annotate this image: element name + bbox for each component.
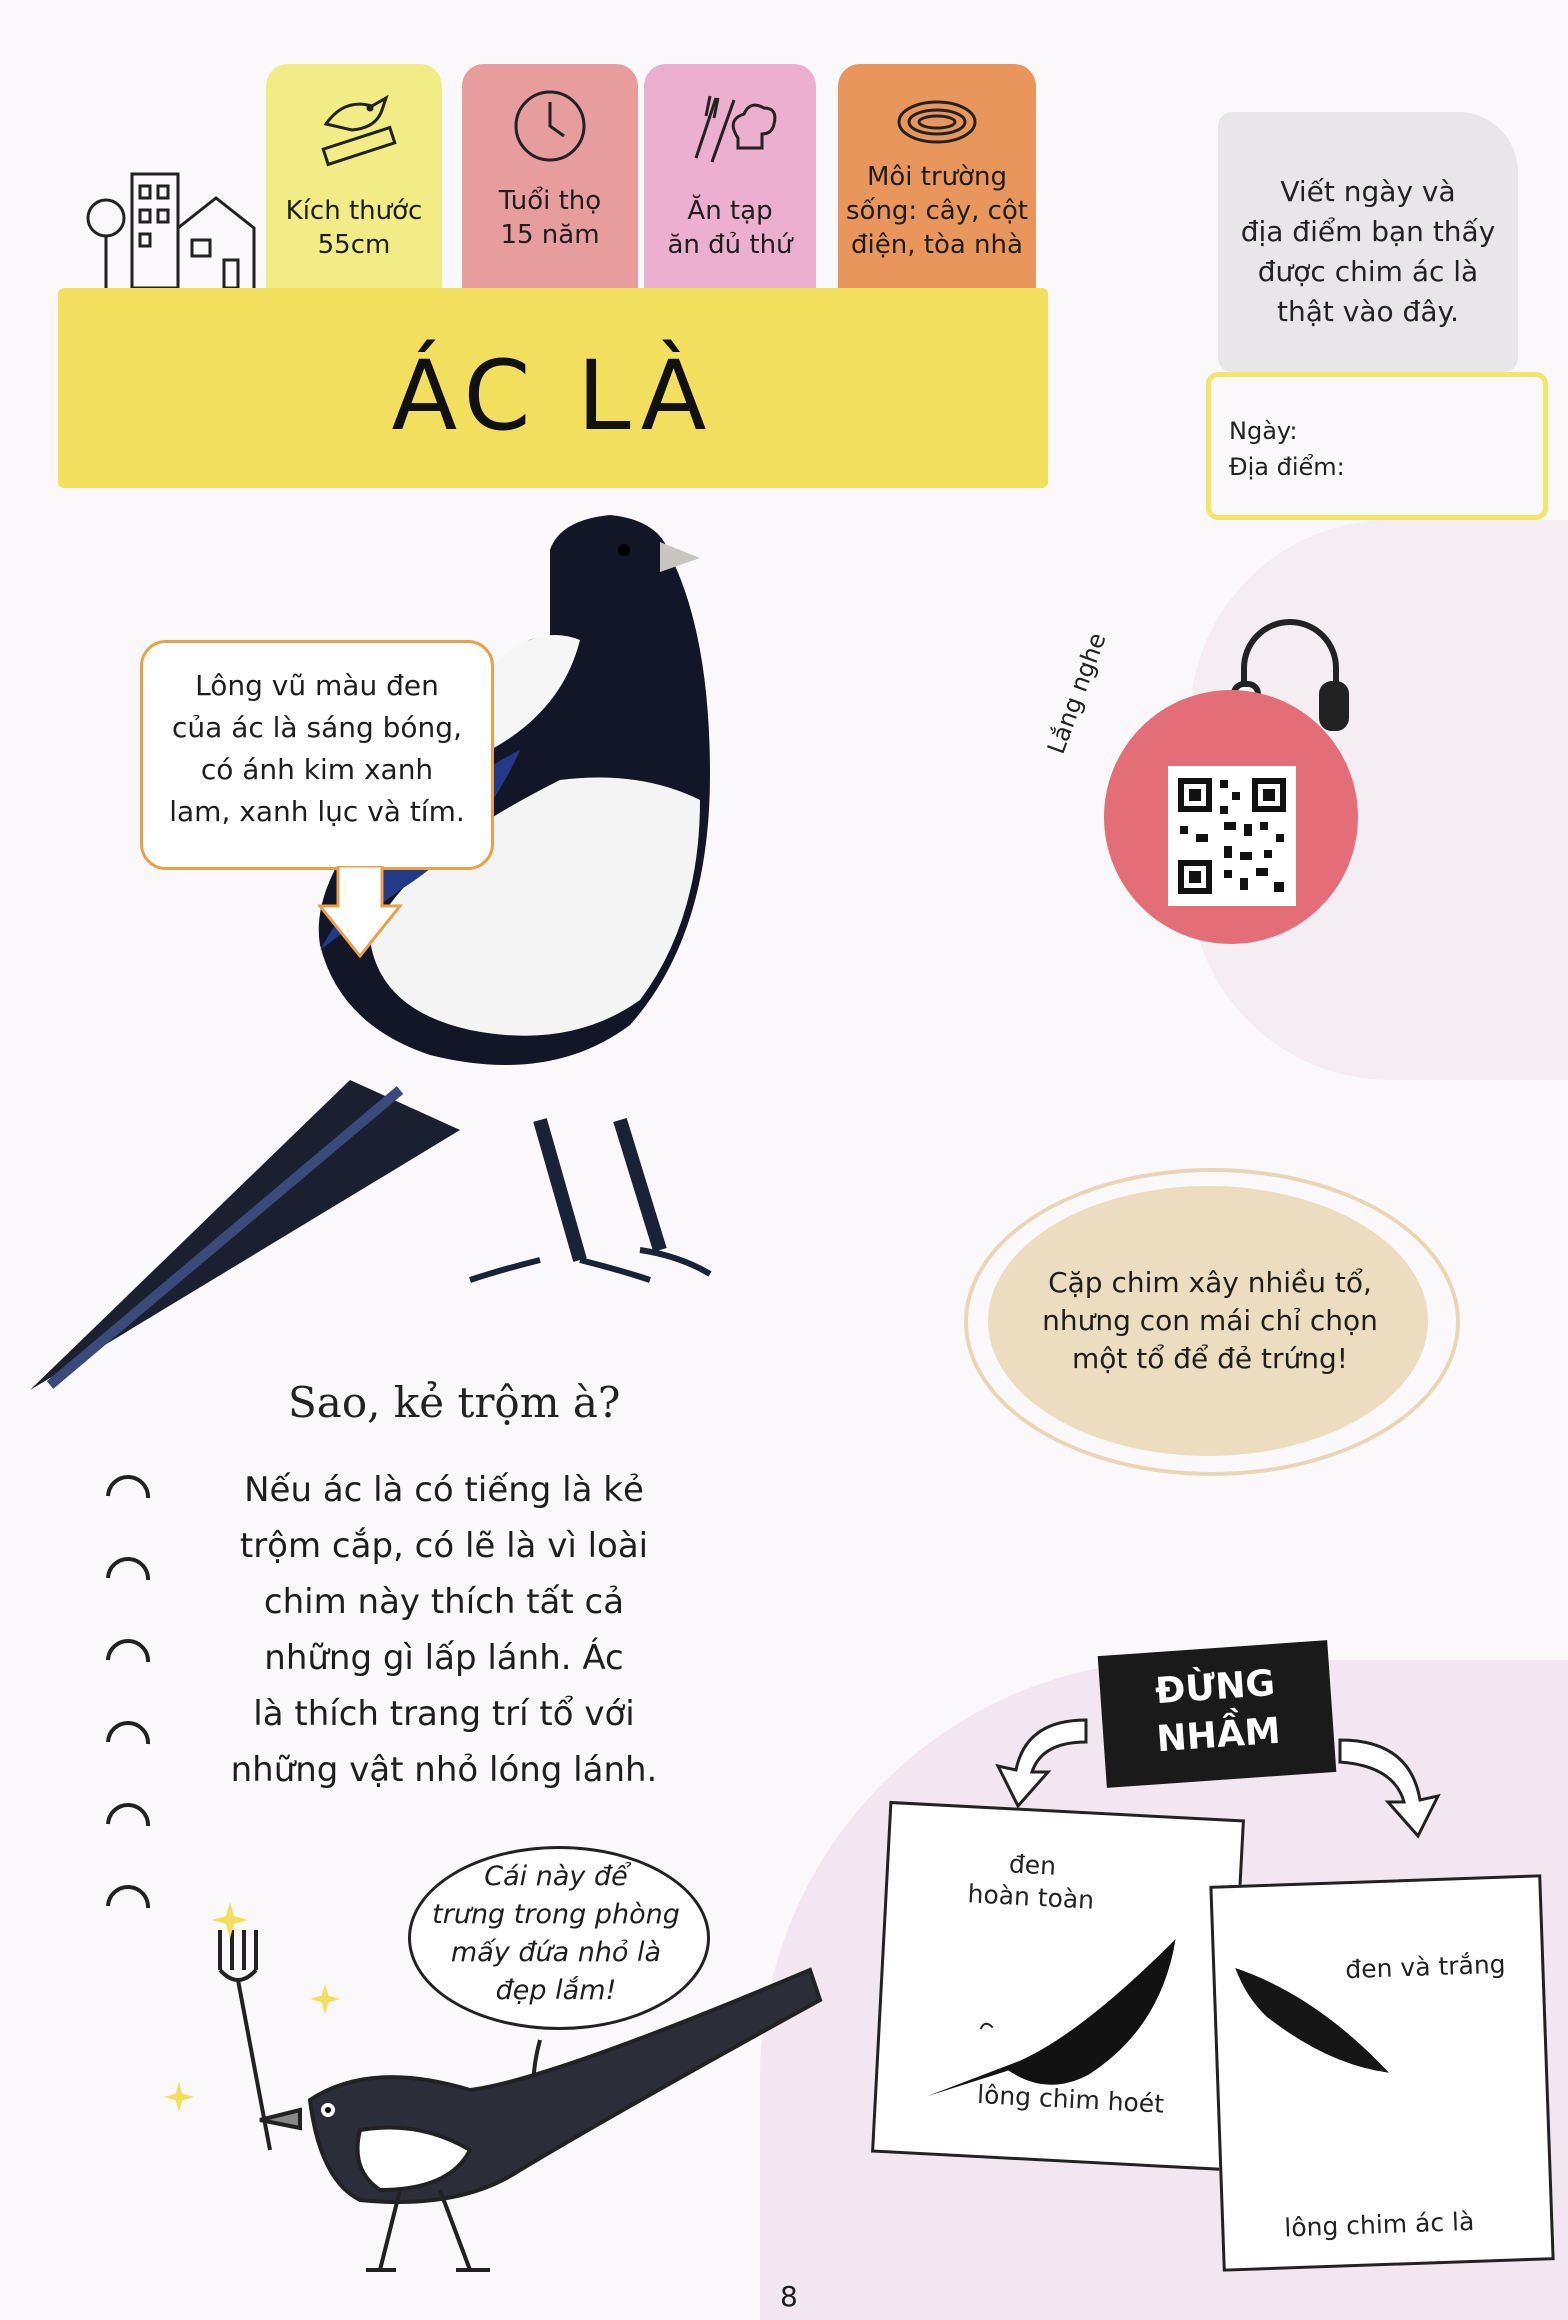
speech-line: mấy đứa nhỏ là — [450, 1937, 662, 1968]
size-label: Kích thước — [285, 196, 423, 226]
page-title: ÁC LÀ — [391, 340, 715, 452]
curved-arrow-right-icon — [1330, 1720, 1450, 1840]
magpie-photo — [20, 430, 1020, 1390]
qr-code-icon — [1168, 766, 1296, 906]
clock-icon — [502, 78, 598, 174]
prompt-line: địa điểm bạn thấy — [1240, 215, 1496, 248]
feather-fact-bubble — [140, 640, 494, 870]
habitat-value-2: điện, tòa nhà — [851, 230, 1023, 260]
fork-knife-chef-hat-icon — [682, 78, 778, 174]
note-line: hoàn toàn — [966, 1879, 1095, 1915]
tab-habitat — [838, 64, 1036, 300]
lifespan-value: 15 năm — [500, 220, 600, 250]
bird-ruler-icon — [306, 78, 402, 174]
fact-line: một tổ để đẻ trứng! — [1071, 1342, 1349, 1375]
badge-line: ĐỪNG — [1153, 1662, 1277, 1713]
paragraph-line: những gì lấp lánh. Ác — [264, 1638, 624, 1678]
sparkle-icon — [210, 1900, 250, 1940]
prompt-line: thật vào đây. — [1277, 295, 1459, 328]
sparkle-icon — [308, 1982, 342, 2016]
prompt-line: Viết ngày và — [1280, 175, 1456, 208]
diet-label: Ăn tạp — [687, 196, 773, 226]
paragraph-line: chim này thích tất cả — [263, 1582, 625, 1622]
listen-label: Lắng nghe — [1042, 629, 1112, 758]
ring-binder-icon — [100, 1470, 164, 1970]
qr-code[interactable] — [1168, 766, 1296, 906]
date-field-label: Ngày: — [1229, 417, 1298, 445]
magpie-feather-card — [1209, 1874, 1554, 2271]
bubble-line: Lông vũ màu đen — [195, 669, 439, 702]
card-b-caption: lông chim ác là — [1283, 2206, 1475, 2243]
bubble-line: lam, xanh lục và tím. — [169, 795, 465, 828]
sparkle-icon — [162, 2080, 196, 2114]
cartoon-magpie-with-fork — [160, 1890, 840, 2290]
sighting-form[interactable] — [1206, 372, 1548, 520]
paragraph-line: trộm cắp, có lẽ là vì loài — [239, 1526, 649, 1566]
paragraph-line: là thích trang trí tổ với — [253, 1694, 635, 1734]
nest-fact-text — [1010, 1264, 1410, 1378]
card-b-note: đen và trắng — [1344, 1949, 1507, 1985]
lifespan-label: Tuổi thọ — [498, 186, 602, 216]
speech-line: trưng trong phòng — [432, 1899, 680, 1930]
page-number: 8 — [780, 2280, 798, 2313]
speech-line: đẹp lắm! — [495, 1975, 617, 2006]
badge-line: NHẦM — [1155, 1710, 1282, 1761]
prompt-line: được chim ác là — [1257, 255, 1479, 288]
blackbird-feather-card — [871, 1801, 1245, 2171]
place-field-label: Địa điểm: — [1229, 453, 1345, 481]
bubble-line: có ánh kim xanh — [200, 753, 434, 786]
size-value: 55cm — [317, 230, 391, 260]
diet-value: ăn đủ thứ — [667, 230, 793, 260]
speech-line: Cái này để — [484, 1861, 628, 1892]
habitat-value-1: sống: cây, cột — [846, 196, 1028, 226]
bubble-line: của ác là sáng bóng, — [172, 711, 462, 744]
curved-arrow-left-icon — [986, 1700, 1096, 1810]
sighting-prompt-card — [1218, 112, 1518, 372]
dont-confuse-badge — [1098, 1640, 1337, 1788]
habitat-label: Môi trường — [866, 162, 1008, 192]
note-line: đen — [1008, 1849, 1057, 1881]
tab-diet — [644, 64, 816, 300]
section-heading: Sao, kẻ trộm à? — [288, 1378, 621, 1427]
fact-line: nhưng con mái chỉ chọn — [1042, 1304, 1378, 1337]
paragraph-line: Nếu ác là có tiếng là kẻ — [244, 1470, 644, 1510]
tab-size — [266, 64, 442, 300]
thief-paragraph — [214, 1462, 674, 1798]
tab-lifespan — [462, 64, 638, 300]
paragraph-line: những vật nhỏ lóng lánh. — [230, 1750, 658, 1790]
fact-line: Cặp chim xây nhiều tổ, — [1048, 1266, 1372, 1299]
card-a-note — [967, 1846, 1097, 1917]
city-doodle-icon — [84, 168, 264, 290]
card-a-caption: lông chim hoét — [976, 2079, 1165, 2119]
down-arrow-icon — [318, 866, 408, 966]
